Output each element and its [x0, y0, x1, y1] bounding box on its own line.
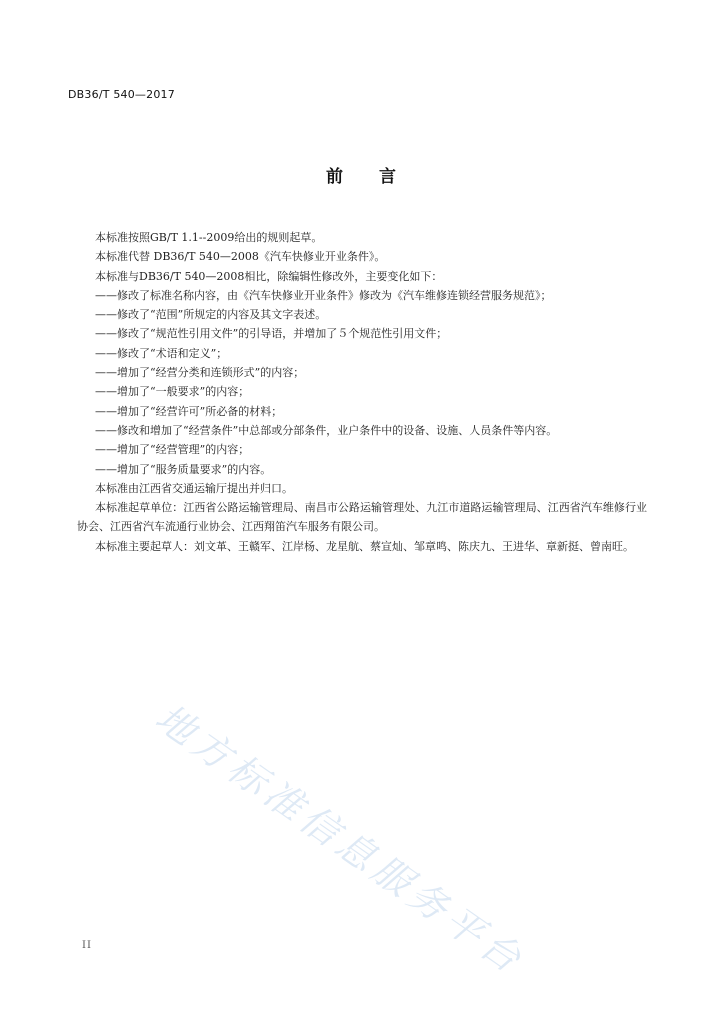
- change-item: ——修改了“术语和定义”；: [95, 346, 228, 360]
- change-item: ——修改了标准名称内容，由《汽车快修业开业条件》修改为《汽车维修连锁经营服务规范》；: [95, 288, 552, 302]
- paragraph-changes-intro: 本标准与DB36/T 540—2008相比，除编辑性修改外，主要变化如下：: [95, 269, 443, 283]
- change-item: ——增加了“经营分类和连锁形式”的内容；: [95, 366, 305, 380]
- foreword-body: [77, 228, 647, 556]
- change-item: ——增加了“经营许可”所必备的材料；: [95, 404, 283, 418]
- change-item: ——修改和增加了“经营条件”中总部或分部条件，业户条件中的设备、设施、人员条件等内容。: [95, 423, 558, 437]
- change-item: ——修改了“范围”所规定的内容及其文字表述。: [95, 308, 327, 322]
- change-item: ——增加了“一般要求”的内容；: [95, 385, 250, 399]
- change-item: ——修改了“规范性引用文件”的引导语，并增加了５个规范性引用文件；: [95, 327, 448, 341]
- paragraph-proposed-by: 本标准由江西省交通运输厅提出并归口。: [95, 481, 293, 495]
- change-item: ——增加了“服务质量要求”的内容。: [95, 462, 272, 476]
- title-char-2: 言: [379, 167, 398, 187]
- standard-code: DB36/T 540—2017: [68, 88, 175, 101]
- page-title: [0, 162, 724, 187]
- watermark-text: 地方标准信息服务平台: [147, 695, 534, 984]
- page-number: II: [82, 940, 92, 951]
- paragraph-drafting-units: 本标准起草单位：江西省公路运输管理局、南昌市公路运输管理处、九江市道路运输管理局、江西省汽车维修行业协会、江西省汽车流通行业协会、江西翔笛汽车服务有限公司。: [77, 501, 647, 534]
- paragraph-replaces: 本标准代替 DB36/T 540—2008《汽车快修业开业条件》。: [95, 250, 386, 264]
- paragraph-drafters: 本标准主要起草人：刘文革、王赣军、江岸杨、龙星航、蔡宣灿、邹章鸣、陈庆九、王进华、章新挺、曾南旺。: [95, 539, 634, 553]
- title-char-1: 前: [326, 167, 345, 187]
- change-item: ——增加了“经营管理”的内容；: [95, 443, 250, 457]
- paragraph-drafting-rules: 本标准按照GB/T 1.1--2009给出的规则起草。: [95, 231, 323, 244]
